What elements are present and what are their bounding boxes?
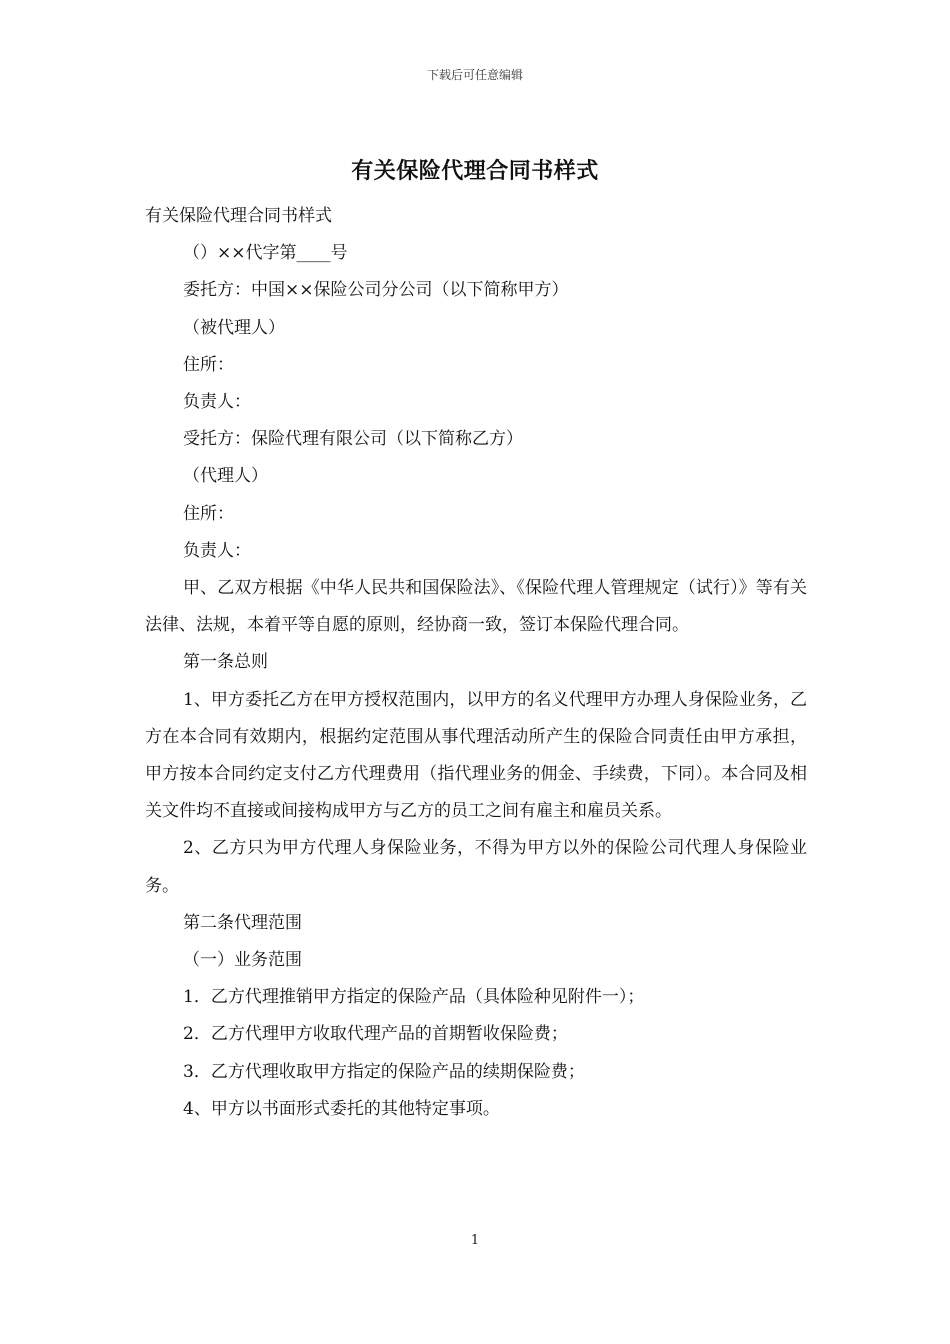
paragraph-subtitle: 有关保险代理合同书样式 <box>145 206 332 226</box>
paragraph-preamble: 甲、乙双方根据《中华人民共和国保险法》、《保险代理人管理规定（试行）》等有关法律、法规，本着平等自愿的原则，经协商一致，签订本保险代理合同。 <box>145 578 807 636</box>
paragraph-agent-address: 住所： <box>183 503 234 524</box>
paragraph-scope-item-4: 4、甲方以书面形式委托的其他特定事项。 <box>183 1098 500 1119</box>
page-header: 下载后可任意编辑 <box>426 68 523 82</box>
paragraph-scope-item-2: 2．乙方代理甲方收取代理产品的首期暂收保险费； <box>183 1024 568 1045</box>
paragraph-business-scope-heading: （一）业务范围 <box>183 950 302 971</box>
paragraph-principal-representative: 负责人： <box>183 392 251 413</box>
paragraph-scope-item-3: 3．乙方代理收取甲方指定的保险产品的续期保险费； <box>183 1061 585 1082</box>
document-body <box>145 198 807 1128</box>
paragraph-article-1-clause-2: 2、乙方只为甲方代理人身保险业务，不得为甲方以外的保险公司代理人身保险业务。 <box>145 838 807 896</box>
paragraph-agent: 受托方：保险代理有限公司（以下简称乙方） <box>183 429 523 450</box>
document-title: 有关保险代理合同书样式 <box>351 158 599 184</box>
page-number: 1 <box>470 1233 480 1248</box>
paragraph-principal: 委托方：中国××保险公司分公司（以下简称甲方） <box>183 280 569 301</box>
paragraph-principal-address: 住所： <box>183 354 234 375</box>
paragraph-scope-item-1: 1．乙方代理推销甲方指定的保险产品（具体险种见附件一）； <box>183 987 645 1008</box>
paragraph-article-2-heading: 第二条代理范围 <box>183 912 302 933</box>
paragraph-agent-representative: 负责人： <box>183 540 251 561</box>
paragraph-principal-role: （被代理人） <box>183 317 285 338</box>
paragraph-agent-role: （代理人） <box>183 466 268 487</box>
paragraph-article-1-heading: 第一条总则 <box>183 652 268 673</box>
paragraph-article-1-clause-1: 1、甲方委托乙方在甲方授权范围内，以甲方的名义代理甲方办理人身保险业务，乙方在本合同有效期内，根据约定范围从事代理活动所产生的保险合同责任由甲方承担，甲方按本合同约定支付乙方代理费用（指代理业务的佣金、手续费，下同）。本合同及相关文件均不直接或间接构成甲方与乙方的员工之间有雇主和雇员关系。 <box>145 689 807 822</box>
paragraph-contract-number: （）××代字第____号 <box>183 243 348 264</box>
